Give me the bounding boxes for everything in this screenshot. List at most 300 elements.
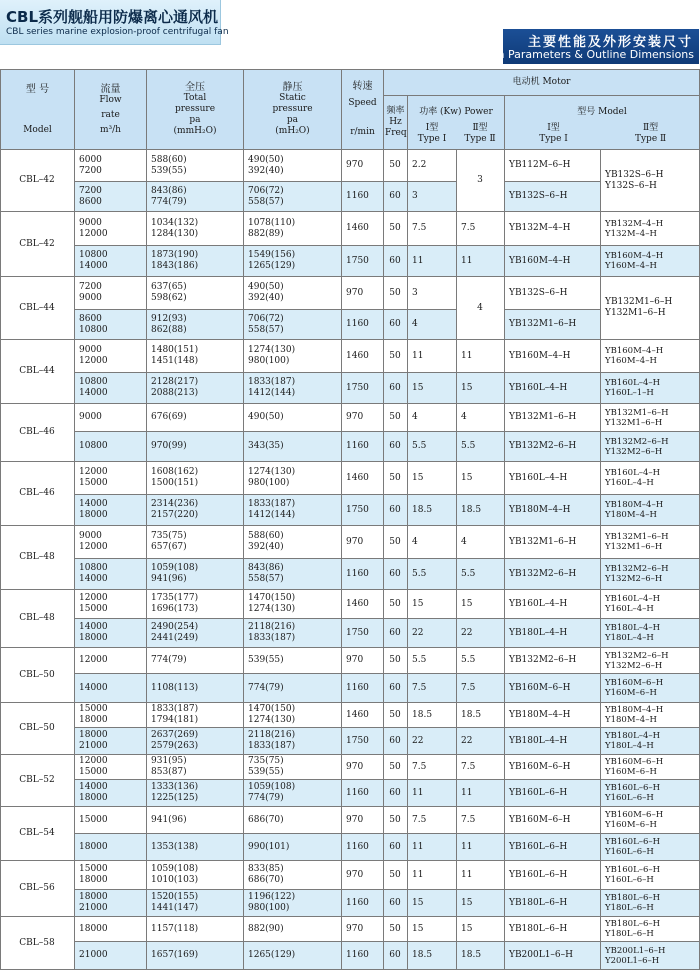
- cell-flow: 15000 18000: [75, 703, 147, 728]
- cell-motor-type1: YB132S–6–H: [505, 277, 601, 310]
- cell-freq: 60: [384, 373, 408, 404]
- cell-speed: 1160: [342, 942, 384, 970]
- cell-speed: 1160: [342, 559, 384, 590]
- cell-flow: 18000: [75, 917, 147, 942]
- header-total-cn: 全压: [185, 82, 205, 93]
- cell-speed: 1460: [342, 703, 384, 728]
- cell-motor-type1: YB160L–6–H: [505, 834, 601, 861]
- header-total-pressure: [147, 70, 244, 150]
- cell-total: 843(86) 774(79): [147, 182, 244, 212]
- cell-static: 1470(150) 1274(130): [244, 590, 342, 619]
- header-static-unit2: (mH₂O): [275, 126, 310, 136]
- cell-power-type2: 4: [457, 526, 505, 559]
- cell-power-type1: 15: [408, 917, 457, 942]
- cell-model: CBL–48: [1, 526, 75, 590]
- cell-total: 912(93) 862(88): [147, 310, 244, 340]
- table-row: [1, 755, 700, 780]
- table-row: [1, 150, 700, 182]
- cell-speed: 1460: [342, 590, 384, 619]
- cell-power-type2: 22: [457, 728, 505, 755]
- cell-flow: 10800 14000: [75, 246, 147, 277]
- cell-flow: 7200 9000: [75, 277, 147, 310]
- cell-total: 1480(151) 1451(148): [147, 340, 244, 373]
- header-freq: [384, 96, 408, 150]
- cell-total: 637(65) 598(62): [147, 277, 244, 310]
- header-speed-cn: 转速: [352, 81, 373, 92]
- header-power: [408, 96, 505, 150]
- header-static-en1: Static: [279, 93, 306, 103]
- cell-freq: 60: [384, 942, 408, 970]
- cell-motor-type2: YB160L–6–H Y160L–6–H: [601, 861, 700, 890]
- cell-static: 1059(108) 774(79): [244, 780, 342, 807]
- cell-flow: 9000 12000: [75, 526, 147, 559]
- page-title: CBL系列舰船用防爆离心通风机: [6, 8, 219, 26]
- cell-static: 706(72) 558(57): [244, 182, 342, 212]
- cell-motor-type1: YB160M–6–H: [505, 674, 601, 703]
- cell-freq: 60: [384, 619, 408, 648]
- cell-static: 2118(216) 1833(187): [244, 728, 342, 755]
- header-power-type1-cn: Ⅰ型: [425, 122, 439, 133]
- cell-motor-type2: YB180M–4–H Y180M–4–H: [601, 495, 700, 526]
- cell-speed: 1750: [342, 728, 384, 755]
- cell-power-type1: 18.5: [408, 703, 457, 728]
- cell-static: 2118(216) 1833(187): [244, 619, 342, 648]
- cell-speed: 1460: [342, 212, 384, 246]
- cell-freq: 60: [384, 495, 408, 526]
- header-flow-en2: rate: [101, 109, 120, 120]
- cell-motor-type2: YB160M–6–H Y160M–6–H: [601, 807, 700, 834]
- header-flow: [75, 70, 147, 150]
- cell-power-type2: 4: [457, 277, 505, 340]
- section-badge-cn: 主要性能及外形安装尺寸: [527, 35, 693, 50]
- cell-motor-type1: YB160M–4–H: [505, 340, 601, 373]
- header-static-pressure: [244, 70, 342, 150]
- cell-motor-type1: YB132M1–6–H: [505, 526, 601, 559]
- cell-motor-type1: YB112M–6–H: [505, 150, 601, 182]
- cell-motor-type2: YB132M2–6–H Y132M2–6–H: [601, 432, 700, 462]
- cell-motor-type1: YB160L–4–H: [505, 590, 601, 619]
- cell-motor-type1: YB132M1–6–H: [505, 404, 601, 432]
- cell-speed: 970: [342, 150, 384, 182]
- cell-power-type2: 22: [457, 619, 505, 648]
- cell-speed: 970: [342, 526, 384, 559]
- header-total-en2: pressure: [174, 104, 216, 114]
- header-model: [1, 70, 75, 150]
- cell-model: CBL–50: [1, 703, 75, 755]
- cell-motor-type2: YB132M2–6–H Y132M2–6–H: [601, 559, 700, 590]
- cell-static: 1549(156) 1265(129): [244, 246, 342, 277]
- cell-static: 735(75) 539(55): [244, 755, 342, 780]
- cell-static: 490(50) 392(40): [244, 150, 342, 182]
- cell-speed: 1160: [342, 890, 384, 917]
- cell-power-type1: 5.5: [408, 432, 457, 462]
- cell-motor-type1: YB160L–6–H: [505, 780, 601, 807]
- cell-motor-type1: YB132M2–6–H: [505, 432, 601, 462]
- cell-speed: 970: [342, 648, 384, 674]
- cell-freq: 60: [384, 246, 408, 277]
- cell-power-type1: 4: [408, 404, 457, 432]
- cell-speed: 1750: [342, 619, 384, 648]
- cell-power-type1: 7.5: [408, 212, 457, 246]
- cell-flow: 10800: [75, 432, 147, 462]
- table-row: [1, 648, 700, 674]
- cell-flow: 15000: [75, 807, 147, 834]
- header-flow-en1: Flow: [99, 94, 122, 105]
- header-total-en1: Total: [183, 93, 207, 103]
- cell-model: CBL–48: [1, 590, 75, 648]
- cell-motor-type2: YB180L–4–H Y180L–4–H: [601, 728, 700, 755]
- header-power-type2: [456, 123, 504, 145]
- cell-power-type1: 11: [408, 780, 457, 807]
- cell-speed: 1750: [342, 246, 384, 277]
- cell-model: CBL–46: [1, 404, 75, 462]
- header-motor-model-label: 型号 Model: [577, 106, 627, 117]
- cell-freq: 60: [384, 890, 408, 917]
- header-static-en2: pressure: [272, 104, 313, 114]
- table-row: [1, 404, 700, 432]
- cell-motor-type2: YB180L–6–H Y180L–6–H: [601, 917, 700, 942]
- cell-total: 2314(236) 2157(220): [147, 495, 244, 526]
- cell-static: 1470(150) 1274(130): [244, 703, 342, 728]
- cell-freq: 60: [384, 559, 408, 590]
- cell-motor-type1: YB180L–4–H: [505, 728, 601, 755]
- cell-motor-type1: YB160M–6–H: [505, 755, 601, 780]
- table-row: [1, 807, 700, 834]
- cell-flow: 14000 18000: [75, 495, 147, 526]
- cell-power-type1: 2.2: [408, 150, 457, 182]
- cell-power-type1: 18.5: [408, 942, 457, 970]
- cell-power-type2: 3: [457, 150, 505, 212]
- cell-motor-type2: YB180L–4–H Y180L–4–H: [601, 619, 700, 648]
- cell-static: 706(72) 558(57): [244, 310, 342, 340]
- cell-power-type1: 7.5: [408, 755, 457, 780]
- cell-power-type2: 11: [457, 861, 505, 890]
- cell-motor-type2: YB160M–4–H Y160M–4–H: [601, 340, 700, 373]
- header-motor-model: [505, 96, 700, 150]
- cell-total: 1157(118): [147, 917, 244, 942]
- cell-speed: 1460: [342, 340, 384, 373]
- cell-motor-type1: YB132S–6–H: [505, 182, 601, 212]
- cell-speed: 1750: [342, 373, 384, 404]
- cell-power-type1: 11: [408, 246, 457, 277]
- cell-flow: 12000: [75, 648, 147, 674]
- cell-freq: 60: [384, 182, 408, 212]
- table-row: [1, 703, 700, 728]
- cell-total: 2490(254) 2441(249): [147, 619, 244, 648]
- cell-freq: 50: [384, 755, 408, 780]
- cell-power-type1: 4: [408, 310, 457, 340]
- table-row: [1, 590, 700, 619]
- cell-model: CBL–58: [1, 917, 75, 970]
- cell-static: 1833(187) 1412(144): [244, 373, 342, 404]
- cell-static: 1274(130) 980(100): [244, 462, 342, 495]
- table-row: [1, 495, 700, 526]
- cell-static: 833(85) 686(70): [244, 861, 342, 890]
- cell-power-type2: 7.5: [457, 212, 505, 246]
- cell-flow: 9000: [75, 404, 147, 432]
- header-power-label: 功率 (Kw) Power: [419, 106, 493, 117]
- cell-motor-type1: YB180L–4–H: [505, 619, 601, 648]
- table-row: [1, 780, 700, 807]
- table-row: [1, 373, 700, 404]
- cell-model: CBL–44: [1, 340, 75, 404]
- header-speed: [342, 70, 384, 150]
- header-total-unit1: pa: [189, 115, 201, 125]
- cell-motor-type2: YB132M1–6–H Y132M1–6–H: [601, 404, 700, 432]
- cell-freq: 50: [384, 917, 408, 942]
- cell-power-type2: 15: [457, 590, 505, 619]
- header-freq-en1: Hz: [389, 117, 402, 127]
- cell-total: 1520(155) 1441(147): [147, 890, 244, 917]
- cell-flow: 8600 10800: [75, 310, 147, 340]
- section-badge-en: Main Parameters & Outline Dimensions: [478, 48, 694, 61]
- cell-speed: 1160: [342, 310, 384, 340]
- cell-total: 1833(187) 1794(181): [147, 703, 244, 728]
- cell-speed: 970: [342, 404, 384, 432]
- cell-static: 1196(122) 980(100): [244, 890, 342, 917]
- cell-total: 931(95) 853(87): [147, 755, 244, 780]
- cell-power-type2: 18.5: [457, 495, 505, 526]
- cell-static: 588(60) 392(40): [244, 526, 342, 559]
- cell-motor-type2: YB132M1–6–H Y132M1–6–H: [601, 526, 700, 559]
- header-power-type2-cn: Ⅱ型: [472, 122, 488, 133]
- header-motor-type1-cn: Ⅰ型: [547, 122, 560, 133]
- cell-speed: 1750: [342, 495, 384, 526]
- cell-model: CBL–50: [1, 648, 75, 703]
- table-row: [1, 942, 700, 970]
- cell-freq: 50: [384, 212, 408, 246]
- cell-flow: 9000 12000: [75, 340, 147, 373]
- cell-power-type1: 18.5: [408, 495, 457, 526]
- header-freq-en2: Freq: [385, 128, 407, 138]
- cell-flow: 18000 21000: [75, 890, 147, 917]
- cell-model: CBL–54: [1, 807, 75, 861]
- header-speed-unit: r/min: [350, 127, 375, 137]
- cell-total: 1735(177) 1696(173): [147, 590, 244, 619]
- cell-freq: 50: [384, 150, 408, 182]
- cell-freq: 60: [384, 310, 408, 340]
- cell-speed: 970: [342, 807, 384, 834]
- cell-static: 1078(110) 882(89): [244, 212, 342, 246]
- table-row: [1, 340, 700, 373]
- cell-motor-type1: YB160M–4–H: [505, 246, 601, 277]
- cell-flow: 12000 15000: [75, 755, 147, 780]
- table-row: [1, 917, 700, 942]
- cell-motor-type2: YB132M–4–H Y132M–4–H: [601, 212, 700, 246]
- cell-flow: 21000: [75, 942, 147, 970]
- table-row: [1, 462, 700, 495]
- cell-flow: 15000 18000: [75, 861, 147, 890]
- cell-power-type2: 4: [457, 404, 505, 432]
- cell-freq: 50: [384, 277, 408, 310]
- cell-model: CBL–42: [1, 212, 75, 277]
- header-motor-type1-en: Type Ⅰ: [539, 133, 568, 144]
- table-row: [1, 619, 700, 648]
- cell-freq: 60: [384, 432, 408, 462]
- cell-motor-type1: YB132M1–6–H: [505, 310, 601, 340]
- cell-model: CBL–42: [1, 150, 75, 212]
- header-total-unit2: (mmH₂O): [173, 126, 217, 136]
- cell-total: 1333(136) 1225(125): [147, 780, 244, 807]
- cell-motor-type2: YB160L–4–H Y160L–1–H: [601, 373, 700, 404]
- cell-total: 2637(269) 2579(263): [147, 728, 244, 755]
- cell-flow: 9000 12000: [75, 212, 147, 246]
- table-row: [1, 861, 700, 890]
- cell-static: 539(55): [244, 648, 342, 674]
- table-row: [1, 559, 700, 590]
- header-motor-type2: [602, 123, 699, 145]
- cell-flow: 14000 18000: [75, 780, 147, 807]
- cell-power-type2: 11: [457, 834, 505, 861]
- cell-freq: 50: [384, 861, 408, 890]
- cell-speed: 1160: [342, 674, 384, 703]
- cell-total: 1873(190) 1843(186): [147, 246, 244, 277]
- cell-freq: 50: [384, 590, 408, 619]
- cell-power-type1: 15: [408, 462, 457, 495]
- cell-motor-type1: YB180M–4–H: [505, 703, 601, 728]
- cell-model: CBL–52: [1, 755, 75, 807]
- table-row: [1, 674, 700, 703]
- cell-motor-type1: YB132M2–6–H: [505, 648, 601, 674]
- cell-flow: 12000 15000: [75, 590, 147, 619]
- table-row: [1, 432, 700, 462]
- table-row: [1, 182, 700, 212]
- cell-flow: 7200 8600: [75, 182, 147, 212]
- cell-model: CBL–44: [1, 277, 75, 340]
- cell-freq: 60: [384, 780, 408, 807]
- cell-power-type2: 7.5: [457, 674, 505, 703]
- header-power-type2-en: Type Ⅱ: [464, 133, 496, 144]
- cell-power-type1: 15: [408, 373, 457, 404]
- header-freq-cn: 频率: [386, 106, 405, 116]
- cell-total: 970(99): [147, 432, 244, 462]
- cell-static: 843(86) 558(57): [244, 559, 342, 590]
- header-motor: 电动机 Motor: [384, 70, 700, 96]
- cell-power-type2: 18.5: [457, 703, 505, 728]
- table-row: [1, 212, 700, 246]
- cell-power-type2: 5.5: [457, 648, 505, 674]
- cell-speed: 1160: [342, 834, 384, 861]
- cell-power-type1: 7.5: [408, 807, 457, 834]
- cell-speed: 1160: [342, 182, 384, 212]
- cell-power-type2: 5.5: [457, 432, 505, 462]
- cell-power-type2: 11: [457, 340, 505, 373]
- cell-static: 882(90): [244, 917, 342, 942]
- cell-power-type2: 15: [457, 462, 505, 495]
- cell-motor-type1: YB160L–6–H: [505, 861, 601, 890]
- header-static-unit1: pa: [286, 115, 299, 125]
- cell-power-type1: 11: [408, 861, 457, 890]
- cell-speed: 970: [342, 917, 384, 942]
- cell-motor-type2: YB160L–6–H Y160L–6–H: [601, 834, 700, 861]
- cell-motor-type2: YB160L–4–H Y160L–4–H: [601, 462, 700, 495]
- cell-total: 1059(108) 1010(103): [147, 861, 244, 890]
- cell-static: 990(101): [244, 834, 342, 861]
- header-motor-type2-cn: Ⅱ型: [642, 122, 659, 133]
- header-flow-unit: m³/h: [100, 124, 121, 135]
- cell-freq: 60: [384, 674, 408, 703]
- cell-static: 774(79): [244, 674, 342, 703]
- cell-power-type2: 11: [457, 780, 505, 807]
- cell-static: 343(35): [244, 432, 342, 462]
- cell-total: 1657(169): [147, 942, 244, 970]
- cell-freq: 50: [384, 648, 408, 674]
- header-model-cn: 型 号: [25, 83, 50, 95]
- cell-total: 676(69): [147, 404, 244, 432]
- table-row: [1, 246, 700, 277]
- cell-total: 1608(162) 1500(151): [147, 462, 244, 495]
- cell-motor-type1: YB160L–4–H: [505, 462, 601, 495]
- table-row: [1, 526, 700, 559]
- table-row: [1, 277, 700, 310]
- header-power-type1-en: Type Ⅰ: [417, 133, 447, 144]
- cell-static: 1265(129): [244, 942, 342, 970]
- cell-power-type1: 22: [408, 619, 457, 648]
- table-row: [1, 834, 700, 861]
- cell-freq: 50: [384, 807, 408, 834]
- cell-flow: 14000: [75, 674, 147, 703]
- cell-total: 1353(138): [147, 834, 244, 861]
- cell-total: 1059(108) 941(96): [147, 559, 244, 590]
- cell-motor-type1: YB160L–4–H: [505, 373, 601, 404]
- cell-power-type1: 5.5: [408, 648, 457, 674]
- cell-power-type1: 4: [408, 526, 457, 559]
- cell-power-type2: 15: [457, 373, 505, 404]
- cell-model: CBL–56: [1, 861, 75, 917]
- cell-power-type2: 7.5: [457, 807, 505, 834]
- cell-motor-type2: YB160L–6–H Y160L–6–H: [601, 780, 700, 807]
- cell-freq: 60: [384, 728, 408, 755]
- cell-motor-type2: YB160M–4–H Y160M–4–H: [601, 246, 700, 277]
- cell-power-type1: 3: [408, 277, 457, 310]
- cell-power-type1: 7.5: [408, 674, 457, 703]
- cell-power-type1: 11: [408, 834, 457, 861]
- cell-power-type1: 3: [408, 182, 457, 212]
- cell-total: 774(79): [147, 648, 244, 674]
- cell-motor-type1: YB132M2–6–H: [505, 559, 601, 590]
- cell-power-type1: 22: [408, 728, 457, 755]
- cell-speed: 1460: [342, 462, 384, 495]
- spec-table: [0, 69, 700, 970]
- cell-freq: 60: [384, 834, 408, 861]
- cell-power-type1: 15: [408, 890, 457, 917]
- cell-speed: 1160: [342, 780, 384, 807]
- section-badge: [478, 29, 699, 64]
- cell-static: 490(50) 392(40): [244, 277, 342, 310]
- cell-motor-type2: YB132M2–6–H Y132M2–6–H: [601, 648, 700, 674]
- title-box: [0, 0, 229, 45]
- cell-flow: 10800 14000: [75, 373, 147, 404]
- cell-speed: 970: [342, 277, 384, 310]
- cell-freq: 50: [384, 703, 408, 728]
- header-motor-type1: [505, 123, 602, 145]
- cell-total: 588(60) 539(55): [147, 150, 244, 182]
- cell-total: 735(75) 657(67): [147, 526, 244, 559]
- cell-total: 1034(132) 1284(130): [147, 212, 244, 246]
- header-flow-cn: 流量: [100, 83, 121, 95]
- cell-flow: 18000 21000: [75, 728, 147, 755]
- cell-motor-type2: YB160M–6–H Y160M–6–H: [601, 755, 700, 780]
- cell-flow: 18000: [75, 834, 147, 861]
- cell-freq: 50: [384, 340, 408, 373]
- header-static-cn: 静压: [282, 82, 303, 93]
- cell-motor-type1: YB180L–6–H: [505, 890, 601, 917]
- cell-motor-type1: YB160M–6–H: [505, 807, 601, 834]
- cell-total: 941(96): [147, 807, 244, 834]
- cell-motor-type1: YB200L1–6–H: [505, 942, 601, 970]
- header-model-en: Model: [23, 124, 52, 135]
- cell-total: 1108(113): [147, 674, 244, 703]
